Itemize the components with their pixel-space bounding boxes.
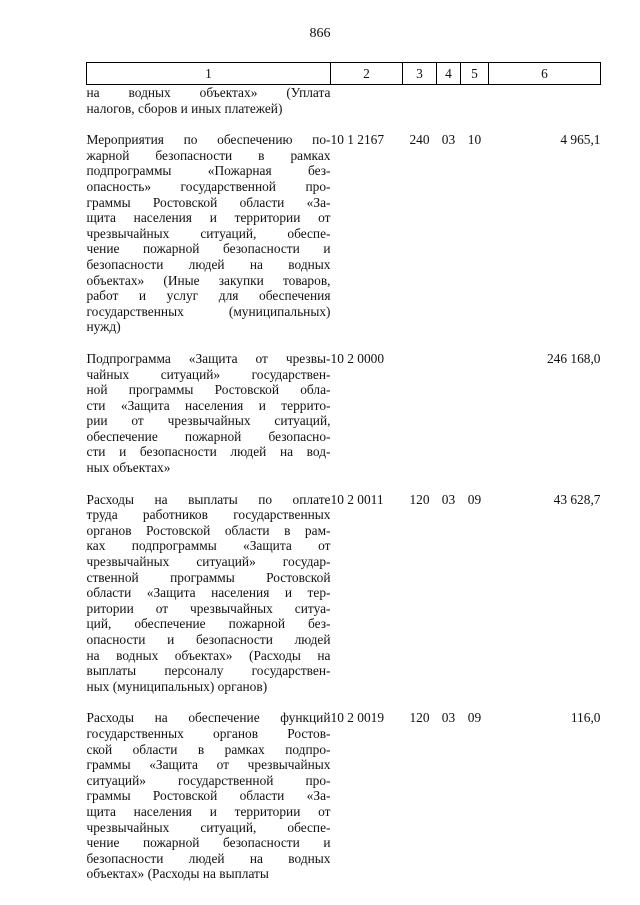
subsection-code: 09	[467, 491, 482, 507]
description-line: Расходы на обеспечение функций	[86, 710, 331, 726]
description-line: щита населения и территории от	[86, 803, 331, 819]
column-header-1: 1	[87, 63, 331, 85]
row-description	[87, 85, 331, 133]
subsection-code	[461, 85, 489, 133]
column-header-5: 5	[461, 63, 489, 85]
description-line: чрезвычайных ситуаций, обеспе-	[86, 819, 331, 835]
expense-type-code: 120	[409, 491, 430, 507]
description-line: ках подпрограммы «Защита от	[86, 538, 331, 554]
description-line: объектах» (Расходы на выплаты	[86, 866, 269, 882]
row-description	[87, 132, 331, 351]
description-line: безопасности людей на водных	[86, 850, 331, 866]
page-number: 866	[309, 26, 331, 41]
amount: 4 965,1	[560, 132, 601, 148]
amount: 246 168,0	[546, 350, 601, 366]
description-line: органов Ростовской области в рам-	[86, 522, 331, 538]
section-code: 03	[441, 132, 456, 148]
row-description	[87, 710, 331, 898]
table-row	[87, 710, 601, 898]
section-code	[437, 85, 461, 133]
description-line: работ и услуг для обеспечения	[86, 288, 331, 304]
column-header-4: 4	[437, 63, 461, 85]
target-article-code: 10 1 2167	[330, 132, 385, 148]
table-row	[87, 85, 601, 133]
description-line: граммы Ростовской области «За-	[86, 194, 331, 210]
description-line: ственной программы Ростовской	[86, 569, 331, 585]
description-line: опасности и безопасности людей	[86, 632, 331, 647]
description-line: чайных ситуаций» государствен-	[86, 366, 331, 382]
subsection-code: 09	[467, 710, 482, 726]
description-line: ской области в рамках подпро-	[86, 741, 331, 757]
description-line: чение пожарной безопасности и	[86, 835, 331, 851]
section-code: 03	[441, 710, 456, 726]
target-article-code: 10 2 0011	[330, 491, 384, 507]
description-line: Подпрограмма «Защита от чрезвы-	[86, 350, 331, 366]
column-header-6: 6	[489, 63, 601, 85]
description-line: ситуаций» государственной про-	[86, 772, 331, 788]
amount: 116,0	[570, 710, 601, 726]
description-line: ций, обеспечение пожарной без-	[86, 616, 331, 632]
target-article-code	[331, 85, 403, 133]
table-row	[87, 351, 601, 492]
description-line: безопасности людей на водных	[86, 256, 331, 272]
description-line: труда работников государственных	[86, 507, 331, 523]
description-line: жарной безопасности в рамках	[86, 147, 331, 163]
expense-type-code: 240	[409, 132, 430, 148]
description-line: на водных объектах» (Расходы на	[86, 647, 331, 663]
description-line: подпрограммы «Пожарная без-	[86, 163, 331, 179]
row-description	[87, 351, 331, 492]
description-line: ных объектах»	[86, 460, 171, 476]
table-row	[87, 132, 601, 351]
description-line: сти и безопасности людей на вод-	[86, 444, 331, 460]
description-line: Расходы на выплаты по оплате	[86, 491, 331, 507]
amount: 43 628,7	[553, 491, 601, 507]
section-code	[437, 351, 461, 492]
description-line: чрезвычайных ситуаций» государ-	[86, 554, 331, 570]
target-article-code: 10 2 0019	[330, 710, 385, 726]
expense-type-code	[403, 85, 437, 133]
description-line: государственных органов Ростов-	[86, 725, 331, 741]
description-line: опасность» государственной про-	[86, 178, 331, 194]
description-line: рии от чрезвычайных ситуаций,	[86, 413, 331, 429]
description-line: нужд)	[86, 319, 121, 335]
column-header-2: 2	[331, 63, 403, 85]
description-line: ных (муниципальных) органов)	[86, 678, 268, 694]
description-line: граммы Ростовской области «За-	[86, 788, 331, 804]
subsection-code	[461, 351, 489, 492]
table-header-row	[87, 63, 601, 85]
description-line: граммы «Защита от чрезвычайных	[86, 757, 331, 773]
description-line: выплаты персоналу государствен-	[86, 663, 331, 679]
subsection-code: 10	[467, 132, 482, 148]
budget-table	[86, 62, 601, 898]
expense-type-code: 120	[409, 710, 430, 726]
row-description	[87, 492, 331, 711]
description-line: ритории от чрезвычайных ситуа-	[86, 600, 331, 616]
description-line: обеспечение пожарной безопасно-	[86, 428, 331, 444]
description-line: налогов, сборов и иных платежей)	[86, 100, 283, 116]
table-row	[87, 492, 601, 711]
description-line: ной программы Ростовской обла-	[86, 382, 331, 398]
description-line: государственных (муниципальных)	[86, 303, 331, 319]
table-body	[87, 85, 601, 898]
description-line: объектах» (Иные закупки товаров,	[86, 272, 331, 288]
description-line: щита населения и территории от	[86, 210, 331, 226]
expense-type-code	[403, 351, 437, 492]
description-line: на водных объектах» (Уплата	[86, 85, 331, 100]
section-code: 03	[441, 491, 456, 507]
description-line: чрезвычайных ситуаций, обеспе-	[86, 225, 331, 241]
description-line: чение пожарной безопасности и	[86, 241, 331, 257]
amount	[489, 85, 601, 133]
column-header-3: 3	[403, 63, 437, 85]
target-article-code: 10 2 0000	[330, 350, 385, 366]
description-line: сти «Защита населения и террито-	[86, 397, 331, 413]
description-line: области «Защита населения и тер-	[86, 585, 331, 601]
description-line: Мероприятия по обеспечению по-	[86, 132, 331, 148]
